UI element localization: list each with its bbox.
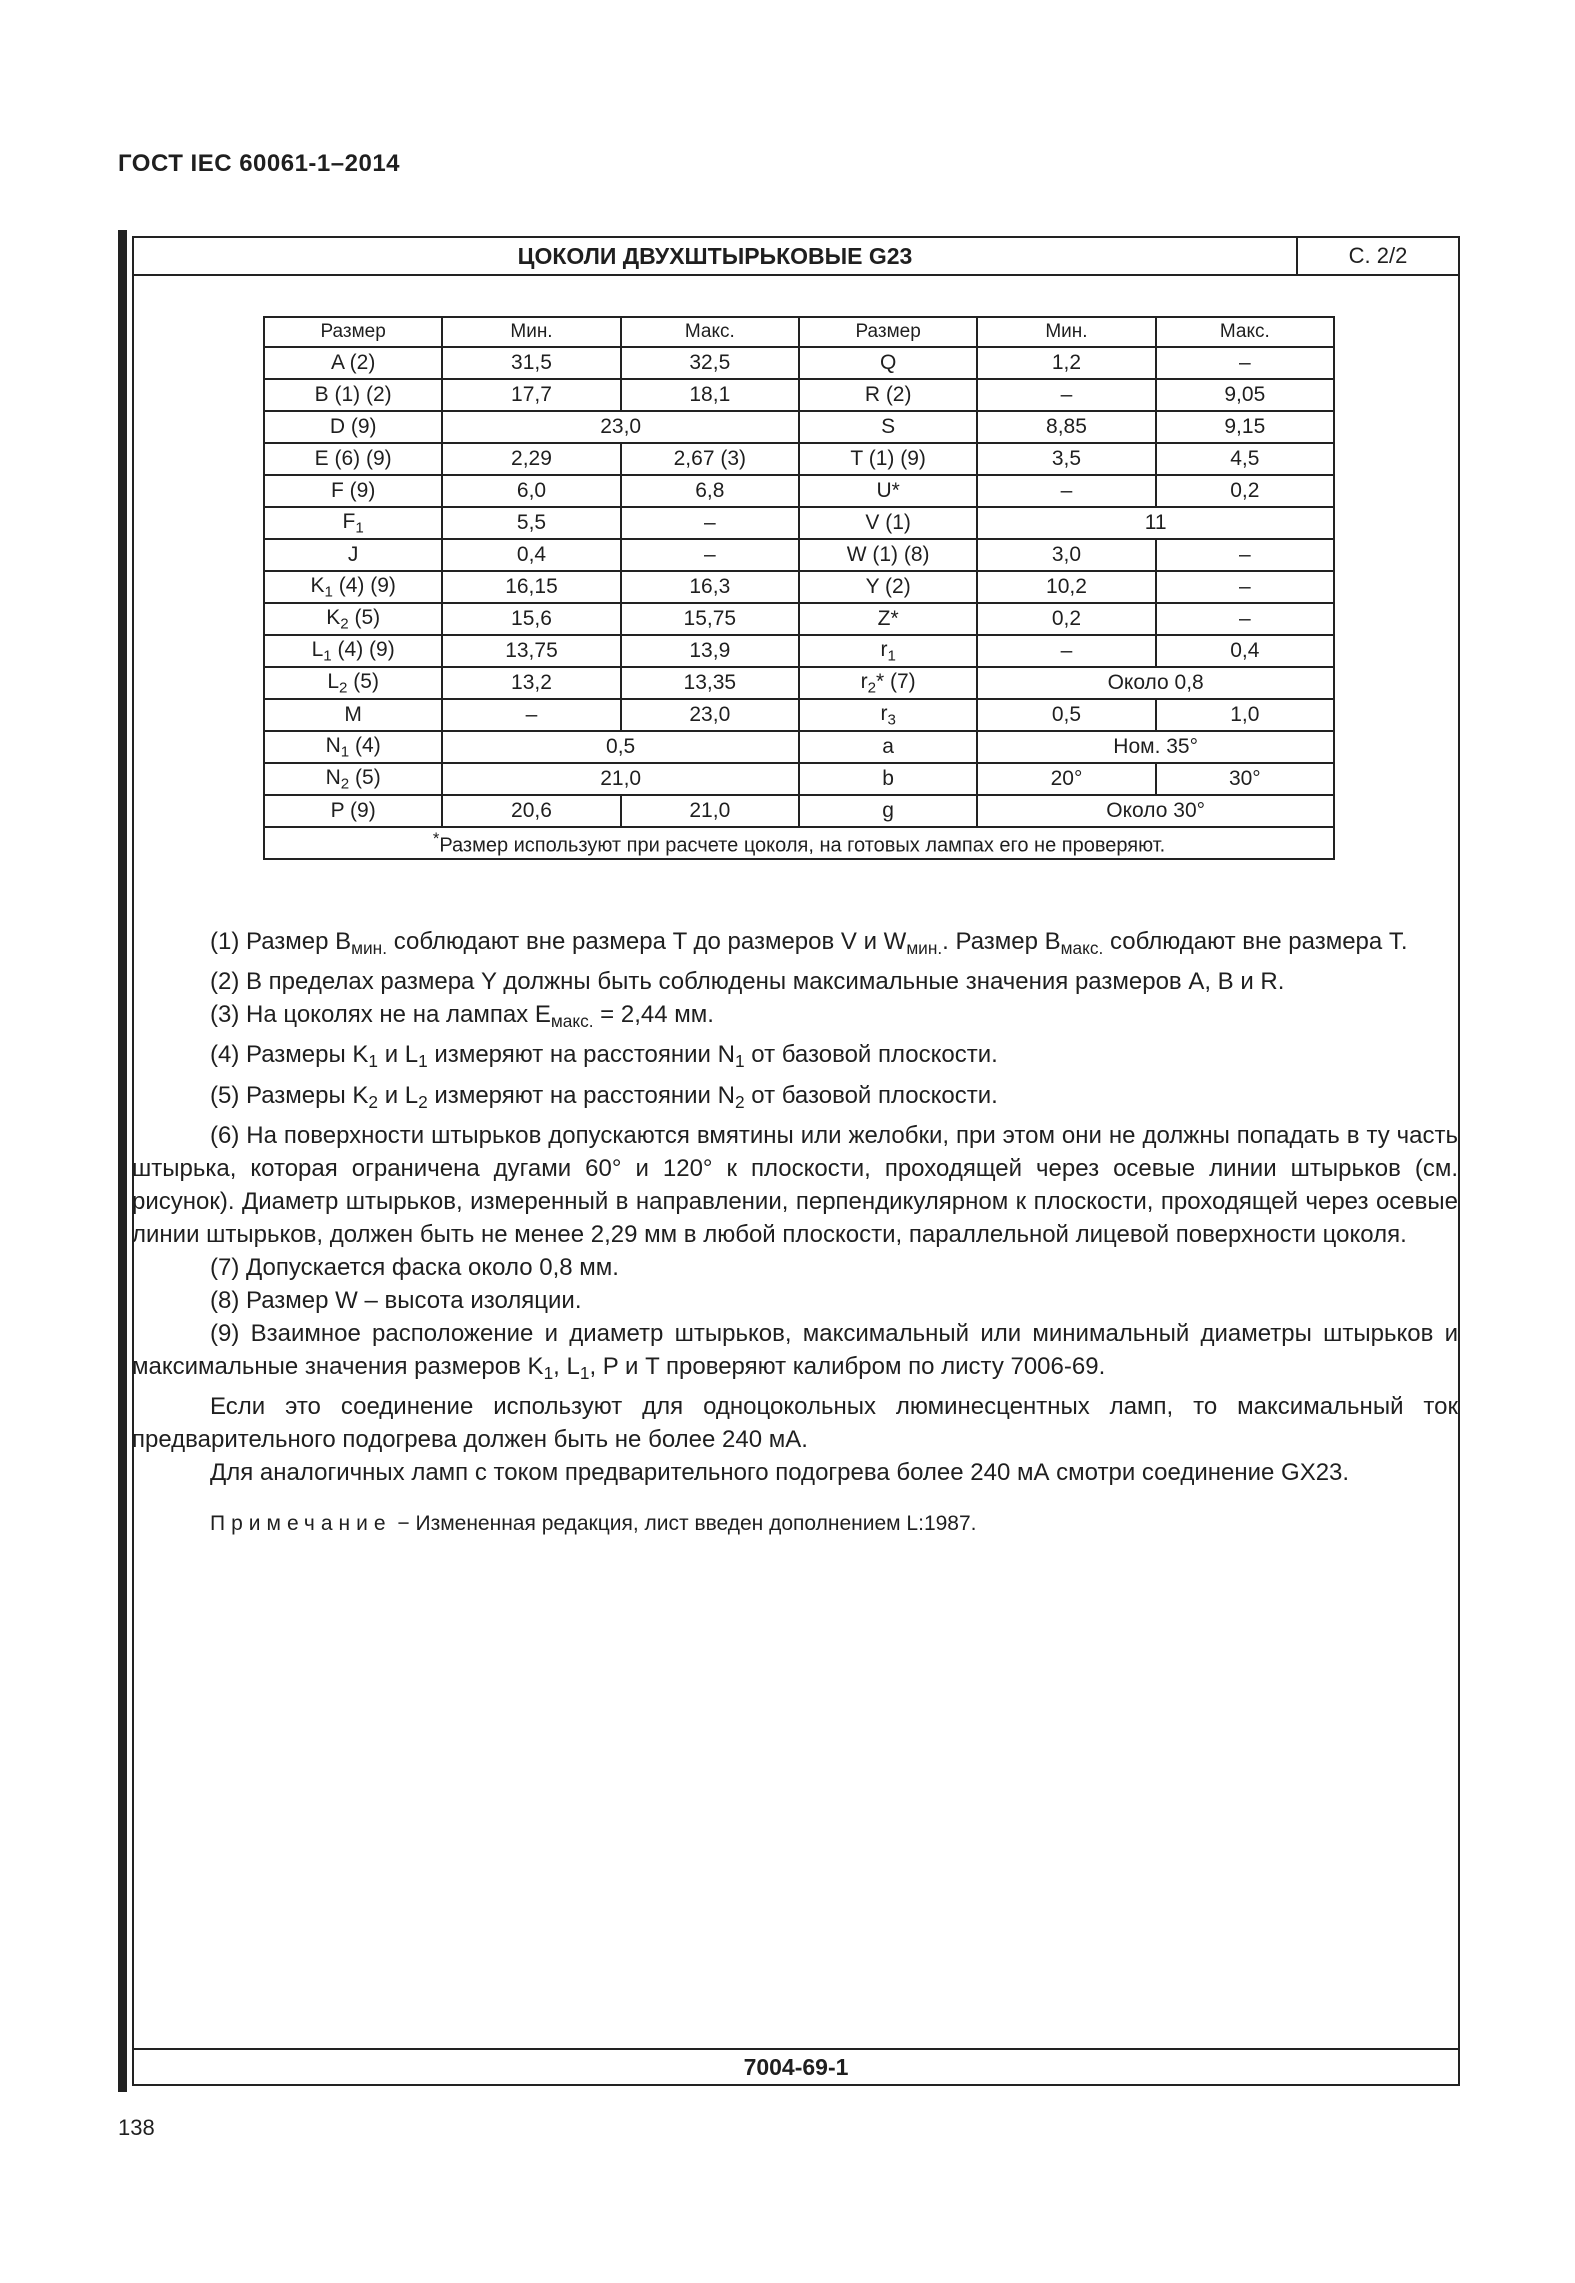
table-cell: 2,29	[442, 443, 620, 475]
table-cell: 30°	[1156, 763, 1334, 795]
document-header: ГОСТ IEC 60061-1–2014	[118, 150, 401, 177]
dimension-name-cell: Q	[799, 347, 977, 379]
table-cell: 21,0	[621, 795, 799, 827]
note-6: (6) На поверхности штырьков допускаются вмятины или желобки, при этом они не должны попадать в ту часть штырька, которая ограничена дугами 60° и 120° к плоскости, проходящей через осевые линии штырьков (см. рисунок). Диаметр штырьков, измеренный в направлении, перпендикулярном к плоскости, проходящей через осевые линии штырьков, должен быть не менее 2,29 мм в любой плоскости, параллельной лицевой поверхности цоколя.	[132, 1121, 1458, 1248]
table-cell: 0,5	[977, 699, 1155, 731]
table-row	[264, 795, 1334, 827]
table-row	[264, 603, 1334, 635]
table-cell: 31,5	[442, 347, 620, 379]
table-cell: 2,67 (3)	[621, 443, 799, 475]
table-cell: 6,0	[442, 475, 620, 507]
table-cell: 13,2	[442, 667, 620, 699]
table-cell: –	[621, 539, 799, 571]
dimension-name-cell: A (2)	[264, 347, 442, 379]
table-cell: 1,0	[1156, 699, 1334, 731]
table-cell: –	[1156, 603, 1334, 635]
sheet-code: 7004-69-1	[134, 2048, 1458, 2084]
sheet-title: ЦОКОЛИ ДВУХШТЫРЬКОВЫЕ G23	[517, 243, 913, 269]
table-cell: 18,1	[621, 379, 799, 411]
table-cell: 11	[977, 507, 1334, 539]
dimension-name-cell: T (1) (9)	[799, 443, 977, 475]
table-row	[264, 763, 1334, 795]
note-2: (2) В пределах размера Y должны быть соблюдены максимальные значения размеров A, B и R.	[210, 968, 1285, 996]
dimension-name-cell: B (1) (2)	[264, 379, 442, 411]
footnote-mark: *	[432, 828, 440, 848]
dimension-name-cell: $N_2$ (5)	[264, 763, 442, 795]
table-cell: –	[1156, 347, 1334, 379]
table-cell: –	[442, 699, 620, 731]
dimension-name-cell: $K_1$ (4) (9)	[264, 571, 442, 603]
dimension-name-cell: g	[799, 795, 977, 827]
dimension-name-cell: S	[799, 411, 977, 443]
table-cell: –	[977, 379, 1155, 411]
table-cell: –	[1156, 571, 1334, 603]
column-header: Мин.	[442, 317, 620, 347]
column-header: Макс.	[1156, 317, 1334, 347]
table-cell: 13,75	[442, 635, 620, 667]
column-header: Макс.	[621, 317, 799, 347]
table-row	[264, 475, 1334, 507]
sheet-page: С. 2/2	[1296, 238, 1458, 274]
dimension-name-cell: $K_2$ (5)	[264, 603, 442, 635]
note-3: (3) На цоколях не на лампах $E_{макс.} = 2,44$ мм.	[210, 1001, 714, 1032]
dimension-name-cell: $L_1$ (4) (9)	[264, 635, 442, 667]
note-5: (5) Размеры $K_2$ и $L_2$ измеряют на расстоянии $N_2$ от базовой плоскости.	[210, 1081, 998, 1112]
table-body	[264, 347, 1334, 827]
dimension-name-cell: V (1)	[799, 507, 977, 539]
table-cell: 9,15	[1156, 411, 1334, 443]
dimension-name-cell: $r_3$	[799, 699, 977, 731]
dimension-name-cell: J	[264, 539, 442, 571]
table-cell: 0,4	[442, 539, 620, 571]
table-cell: –	[621, 507, 799, 539]
table-row	[264, 411, 1334, 443]
table-row	[264, 667, 1334, 699]
dimension-name-cell: b	[799, 763, 977, 795]
table-cell: 1,2	[977, 347, 1155, 379]
table-row	[264, 443, 1334, 475]
dimension-name-cell: Y (2)	[799, 571, 977, 603]
table-cell: 3,5	[977, 443, 1155, 475]
table-cell: 4,5	[1156, 443, 1334, 475]
table-cell: 16,15	[442, 571, 620, 603]
dimension-name-cell: $r_1$	[799, 635, 977, 667]
table-cell: 20°	[977, 763, 1155, 795]
note-1: (1) Размер $B_{мин.}$ соблюдают вне размера T до размеров V и $W_{мин.}$. Размер $B_{макс.}$ соблюдают вне размера T.	[210, 928, 1408, 959]
footnote-text: Размер используют при расчете цоколя, на готовых лампах его не проверяют.	[439, 834, 1166, 857]
table-cell: 6,8	[621, 475, 799, 507]
dimension-name-cell: a	[799, 731, 977, 763]
table-row	[264, 699, 1334, 731]
paragraph-gx23: Для аналогичных ламп с током предварительного подогрева более 240 мА смотри соединение GX23.	[210, 1458, 1350, 1486]
table-row	[264, 539, 1334, 571]
dimension-name-cell: Z*	[799, 603, 977, 635]
table-cell: 9,05	[1156, 379, 1334, 411]
table-cell: Ном. 35°	[977, 731, 1334, 763]
dimension-name-cell: M	[264, 699, 442, 731]
paragraph-preheat: Если это соединение используют для одноцокольных люминесцентных ламп, то максимальный ток предварительного подогрева должен быть не более 240 мА.	[132, 1392, 1458, 1453]
table-cell: 32,5	[621, 347, 799, 379]
dimension-name-cell: D (9)	[264, 411, 442, 443]
table-row	[264, 379, 1334, 411]
dimension-name-cell: W (1) (8)	[799, 539, 977, 571]
table-cell: 0,2	[977, 603, 1155, 635]
table-cell: 0,4	[1156, 635, 1334, 667]
table-cell: 15,75	[621, 603, 799, 635]
table-footnote-row	[264, 827, 1334, 859]
table-cell: 0,5	[442, 731, 799, 763]
dimension-name-cell: $F_1$	[264, 507, 442, 539]
table-cell: 13,9	[621, 635, 799, 667]
page-number: 138	[118, 2115, 155, 2140]
notes-section	[132, 925, 1458, 1540]
table-cell: 8,85	[977, 411, 1155, 443]
dimension-name-cell: $L_2$ (5)	[264, 667, 442, 699]
table-cell: –	[977, 475, 1155, 507]
table-row	[264, 507, 1334, 539]
table-row	[264, 731, 1334, 763]
table-cell: 0,2	[1156, 475, 1334, 507]
table-cell: Около 0,8	[977, 667, 1334, 699]
dimension-name-cell: P (9)	[264, 795, 442, 827]
column-header: Размер	[264, 317, 442, 347]
table-cell: 16,3	[621, 571, 799, 603]
remark-label: Примечание	[210, 1511, 392, 1535]
note-8: (8) Размер W – высота изоляции.	[210, 1286, 582, 1314]
dimension-name-cell: E (6) (9)	[264, 443, 442, 475]
column-header: Мин.	[977, 317, 1155, 347]
table-footnote	[264, 827, 1334, 859]
table-cell: 17,7	[442, 379, 620, 411]
dimension-name-cell: R (2)	[799, 379, 977, 411]
note-4: (4) Размеры $K_1$ и $L_1$ измеряют на расстоянии $N_1$ от базовой плоскости.	[210, 1041, 998, 1072]
table-cell: 15,6	[442, 603, 620, 635]
dimension-name-cell: U*	[799, 475, 977, 507]
remark-text: − Измененная редакция, лист введен дополнением L:1987.	[391, 1511, 977, 1535]
table-row	[264, 571, 1334, 603]
note-9: (9) Взаимное расположение и диаметр штырьков, максимальный или минимальный диаметры штырьков и максимальные значения размеров $K_1$, $L_1$, P и T проверяют калибром по листу 7006-69.	[132, 1319, 1458, 1383]
table-cell: –	[1156, 539, 1334, 571]
table-cell: 3,0	[977, 539, 1155, 571]
table-row	[264, 635, 1334, 667]
table-row	[264, 347, 1334, 379]
column-header: Размер	[799, 317, 977, 347]
remark	[132, 1507, 1458, 1540]
table-cell: 5,5	[442, 507, 620, 539]
dimension-name-cell: $r_2*$ (7)	[799, 667, 977, 699]
table-cell: 20,6	[442, 795, 620, 827]
table-cell: 10,2	[977, 571, 1155, 603]
sheet-title-bar	[134, 238, 1458, 276]
table-cell: 21,0	[442, 763, 799, 795]
dimensions-table	[263, 316, 1335, 860]
frame-thick-border	[118, 230, 127, 2092]
table-cell: Около 30°	[977, 795, 1334, 827]
table-cell: 13,35	[621, 667, 799, 699]
dimension-name-cell: F (9)	[264, 475, 442, 507]
table-cell: 23,0	[621, 699, 799, 731]
note-7: (7) Допускается фаска около 0,8 мм.	[210, 1253, 619, 1281]
dimension-name-cell: $N_1$ (4)	[264, 731, 442, 763]
table-cell: –	[977, 635, 1155, 667]
table-cell: 23,0	[442, 411, 799, 443]
table-header-row	[264, 317, 1334, 347]
